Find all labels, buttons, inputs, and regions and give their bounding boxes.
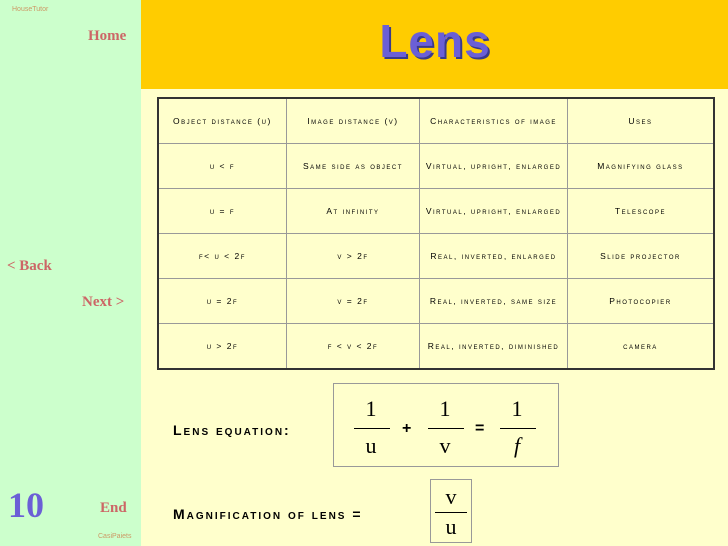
end-link[interactable]: End <box>100 500 127 516</box>
table-cell: Real, inverted, same size <box>420 279 568 324</box>
header-cell: Object distance (u) <box>158 98 286 144</box>
home-link[interactable]: Home <box>88 28 127 44</box>
table-cell: Virtual, upright, enlarged <box>420 144 568 189</box>
term1-numerator: 1 <box>365 396 377 421</box>
plus-sign: + <box>402 420 412 437</box>
next-link[interactable]: Next > <box>82 294 125 310</box>
table-cell: v = 2f <box>286 279 419 324</box>
lens-equation-label: Lens equation: <box>173 422 291 438</box>
table-row <box>158 234 714 279</box>
fraction-bar <box>354 428 390 429</box>
table-header-row <box>158 98 714 144</box>
term2-denominator: v <box>439 433 451 458</box>
table-cell: Virtual, upright, enlarged <box>420 189 568 234</box>
table-cell: u = f <box>158 189 286 234</box>
table-cell: f < v < 2f <box>286 324 419 370</box>
header-cell: Characteristics of image <box>420 98 568 144</box>
table-cell: Photocopier <box>567 279 714 324</box>
magnification-box <box>430 479 472 543</box>
table-row <box>158 144 714 189</box>
back-link[interactable]: < Back <box>7 258 52 274</box>
bottom-caption: CasiPaiets <box>98 533 132 540</box>
top-caption: HouseTutor <box>12 6 49 13</box>
header-cell: Image distance (v) <box>286 98 419 144</box>
slide-number: 10 <box>8 485 44 525</box>
term2-numerator: 1 <box>439 396 451 421</box>
table-cell: Same side as object <box>286 144 419 189</box>
table-cell: u < f <box>158 144 286 189</box>
table-cell: camera <box>567 324 714 370</box>
table-cell: u = 2f <box>158 279 286 324</box>
fraction-bar <box>500 428 536 429</box>
magnification-numerator: v <box>445 484 457 509</box>
table-row <box>158 279 714 324</box>
table-cell: Real, inverted, enlarged <box>420 234 568 279</box>
magnification-denominator: u <box>445 514 457 539</box>
table-cell: Real, inverted, diminished <box>420 324 568 370</box>
table-cell: Slide projector <box>567 234 714 279</box>
table-cell: At infinity <box>286 189 419 234</box>
magnification-label: Magnification of lens = <box>173 506 363 522</box>
table-cell: Magnifying glass <box>567 144 714 189</box>
table-cell: Telescope <box>567 189 714 234</box>
table-cell: f< u < 2f <box>158 234 286 279</box>
term3-denominator: f <box>513 433 521 458</box>
page-title: Lens <box>379 15 491 67</box>
table-row <box>158 324 714 370</box>
equals-sign: = <box>475 420 485 437</box>
lens-equation-box <box>333 383 559 467</box>
lens-table <box>157 97 715 370</box>
fraction-bar <box>435 512 467 513</box>
term1-denominator: u <box>365 433 377 458</box>
table-cell: v > 2f <box>286 234 419 279</box>
term3-numerator: 1 <box>511 396 523 421</box>
header-cell: Uses <box>567 98 714 144</box>
fraction-bar <box>428 428 464 429</box>
table-cell: u > 2f <box>158 324 286 370</box>
table-row <box>158 189 714 234</box>
